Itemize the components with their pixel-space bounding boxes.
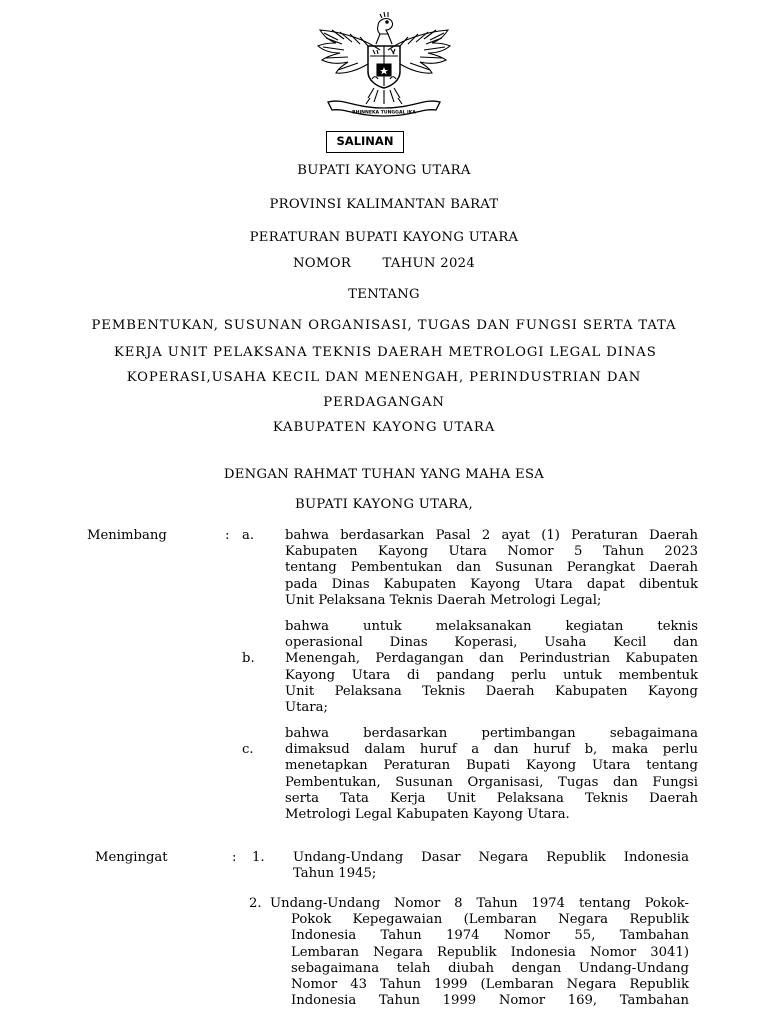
- text-line: Kayong Utara di pandang perlu untuk membentuk: [285, 667, 698, 683]
- title-line-1: PEMBENTUKAN, SUSUNAN ORGANISASI, TUGAS DAN FUNGSI SERTA TATA: [91, 318, 677, 333]
- text-line: Undang-Undang Dasar Negara Republik Indonesia: [293, 850, 689, 865]
- text-line: Lembaran Negara Republik Indonesia Nomor 3041): [291, 944, 689, 960]
- text-line: Unit Pelaksana Teknis Daerah Kabupaten Kayong: [285, 683, 698, 699]
- mengingat-colon: :: [232, 850, 237, 865]
- garuda-pancasila-icon: [314, 10, 454, 122]
- mengingat-marker-2: 2.: [249, 896, 262, 911]
- mengingat-label: Mengingat: [95, 850, 168, 865]
- salinan-stamp: SALINAN: [326, 131, 404, 153]
- menimbang-marker-c: c.: [242, 742, 254, 757]
- title-line-5: KABUPATEN KAYONG UTARA: [272, 420, 496, 435]
- mengingat-item-2: [270, 896, 689, 1009]
- blessing-heading: DENGAN RAHMAT TUHAN YANG MAHA ESA: [223, 467, 545, 482]
- mengingat-marker-1: 1.: [252, 850, 265, 865]
- title-line-3: KOPERASI,USAHA KECIL DAN MENENGAH, PERINDUSTRIAN DAN: [126, 370, 642, 385]
- text-line: pada Dinas Kabupaten Kayong Utara dapat dibentuk: [285, 576, 698, 592]
- text-line: bahwa berdasarkan pertimbangan sebagaimana: [285, 726, 698, 741]
- text-line: dimaksud dalam huruf a dan huruf b, maka perlu: [285, 742, 698, 758]
- title-line-2: KERJA UNIT PELAKSANA TEKNIS DAERAH METROLOGI LEGAL DINAS: [114, 345, 657, 360]
- regulation-heading: PERATURAN BUPATI KAYONG UTARA: [249, 230, 519, 245]
- text-line: Menengah, Perdagangan dan Perindustrian Kabupaten: [285, 651, 698, 667]
- text-line: bahwa untuk melaksanakan kegiatan teknis: [285, 619, 698, 634]
- text-line: Pembentukan, Susunan Organisasi, Tugas dan Fungsi: [285, 774, 698, 790]
- text-line: Tahun 1945;: [293, 866, 377, 882]
- mengingat-item-1: [293, 850, 689, 882]
- menimbang-colon: :: [225, 528, 230, 543]
- menimbang-marker-b: b.: [242, 651, 255, 666]
- text-line: Kabupaten Kayong Utara Nomor 5 Tahun 2023: [285, 544, 698, 560]
- text-line: sebagaimana telah diubah dengan Undang-Undang: [291, 960, 689, 976]
- text-line: serta Tata Kerja Unit Pelaksana Teknis Daerah: [285, 790, 698, 806]
- title-line-4: PERDAGANGAN: [323, 395, 445, 410]
- about-heading: TENTANG: [348, 287, 420, 302]
- text-line: Pokok Kepegawaian (Lembaran Negara Republik: [291, 912, 689, 928]
- text-line: bahwa berdasarkan Pasal 2 ayat (1) Peraturan Daerah: [285, 528, 698, 543]
- province-heading: PROVINSI KALIMANTAN BARAT: [269, 197, 499, 212]
- menimbang-item-c: [285, 726, 698, 823]
- issuer-closing: BUPATI KAYONG UTARA,: [295, 497, 473, 512]
- text-line: Undang-Undang Nomor 8 Tahun 1974 tentang Pokok-: [270, 896, 689, 911]
- emblem-motto: BHINNEKA TUNGGAL IKA: [352, 110, 416, 116]
- text-line: Indonesia Tahun 1974 Nomor 55, Tambahan: [291, 928, 689, 944]
- menimbang-item-b: [285, 619, 698, 716]
- menimbang-label: Menimbang: [87, 528, 167, 543]
- menimbang-marker-a: a.: [242, 528, 255, 543]
- text-line: menetapkan Peraturan Bupati Kayong Utara tentang: [285, 758, 698, 774]
- text-line: Indonesia Tahun 1999 Nomor 169, Tambahan: [291, 993, 689, 1009]
- text-line: tentang Pembentukan dan Susunan Perangkat Daerah: [285, 560, 698, 576]
- menimbang-item-a: [285, 528, 698, 609]
- text-line: Unit Pelaksana Teknis Daerah Metrologi Legal;: [285, 592, 602, 608]
- text-line: Utara;: [285, 700, 328, 716]
- regulation-number: NOMOR TAHUN 2024: [292, 256, 476, 271]
- text-line: Nomor 43 Tahun 1999 (Lembaran Negara Republik: [291, 977, 689, 993]
- text-line: operasional Dinas Koperasi, Usaha Kecil dan: [285, 635, 698, 651]
- text-line: Metrologi Legal Kabupaten Kayong Utara.: [285, 807, 570, 823]
- issuer-heading: BUPATI KAYONG UTARA: [297, 163, 471, 178]
